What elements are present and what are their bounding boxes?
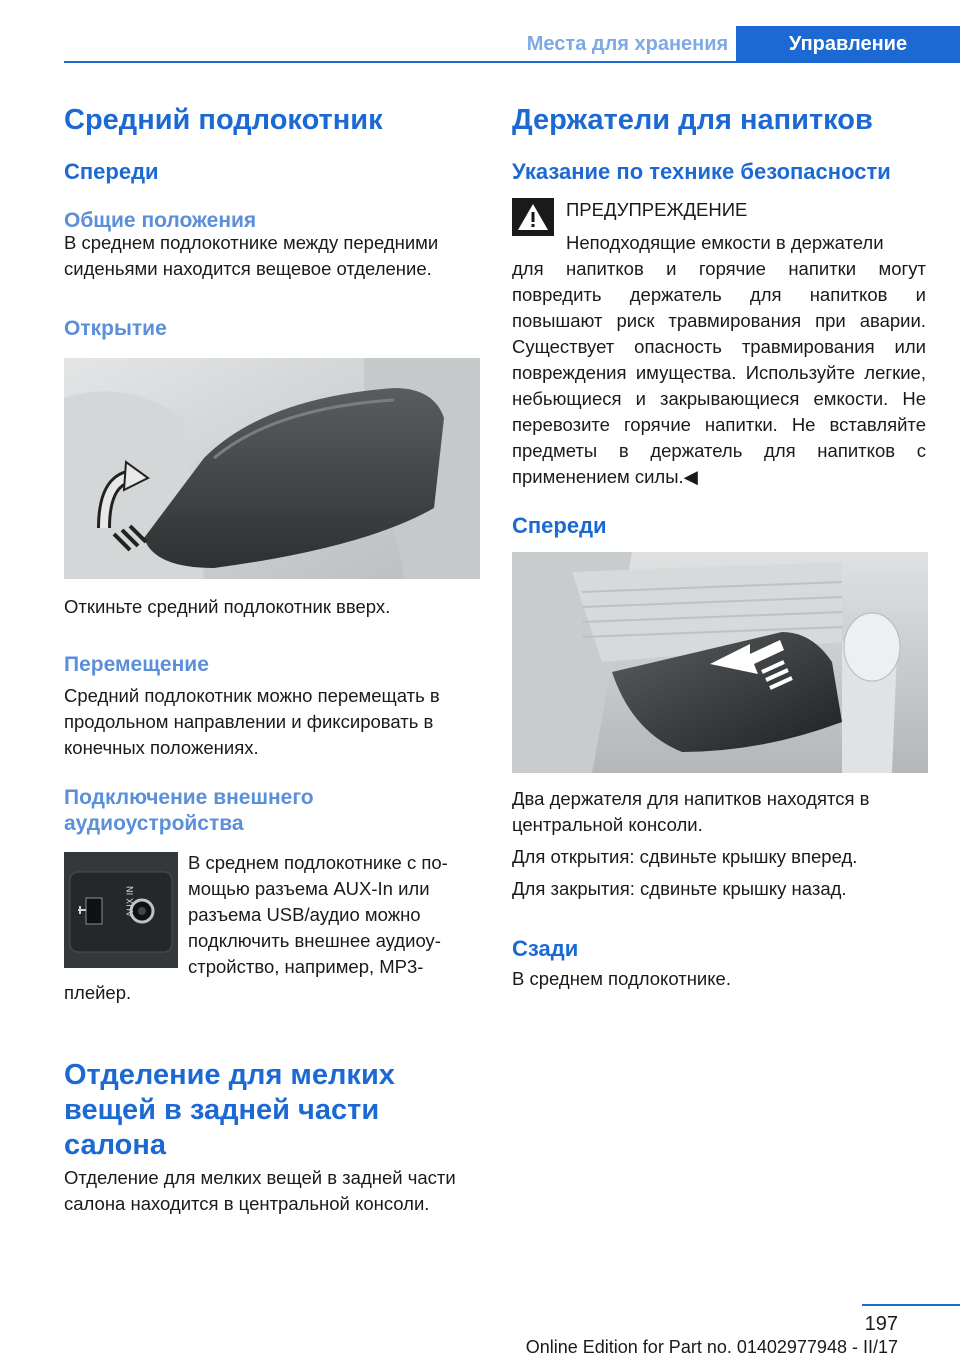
moving-heading: Перемещение [64, 653, 209, 676]
audio-text-2: мощью разъема AUX-In или [188, 878, 430, 899]
rear-compartment-text: Отделение для мелких вещей в задней части салона находится в центральной консоли. [64, 1167, 456, 1214]
general-text: В среднем подлокотнике между передними сиденьями находится вещевое отделение. [64, 232, 439, 279]
audio-text-6: плейер. [64, 982, 132, 1003]
warning-icon [512, 198, 554, 236]
front-subtitle: Спереди [64, 159, 159, 184]
audio-text-5: стройство, например, MP3- [188, 956, 424, 977]
header-chapter-tab[interactable]: Управление [736, 26, 960, 63]
front-cupholder-heading: Спереди [512, 513, 607, 538]
cupholder-illustration [512, 552, 928, 773]
audio-text-4: подключить внешнее аудиоу- [188, 930, 441, 951]
cupholder-image [512, 552, 928, 773]
front-cupholder-text: Два держателя для напитков находятся в центральной консоли. [512, 788, 870, 835]
header-section-tab[interactable]: Места для хранения [526, 33, 729, 55]
warning-text: для напитков и горячие напитки могут повредить держатель для напитков и повышают риск травмирования при аварии. Существует опасность травмирования или повреждения имущества. Используйте легкие, небьющиеся и закрывающиеся емкости. Не перевозите горячие напитки. Не вставляйте предметы в держатель для напитков с применением силы.◀ [512, 258, 926, 487]
aux-label: AUX IN [126, 885, 136, 917]
close-instruction: Для закрытия: сдвиньте крышку назад. [512, 878, 847, 899]
rear-cupholder-heading: Сзади [512, 936, 579, 961]
audio-heading: Подключение внешнего аудиоустройства [64, 786, 314, 835]
page-number: 197 [864, 1313, 898, 1335]
footer-rule [862, 1304, 960, 1306]
aux-usb-illustration [64, 852, 178, 968]
rear-compartment-title: Отделение для мелких вещей в задней части салона [64, 1059, 395, 1161]
open-instruction: Для открытия: сдвиньте крышку вперед. [512, 846, 858, 867]
armrest-title: Средний подлокотник [64, 104, 383, 136]
warning-first-line: Неподходящие емкости в держатели [566, 232, 884, 253]
opening-heading: Открытие [64, 317, 167, 340]
aux-usb-image [64, 852, 178, 968]
safety-heading: Указание по технике безопасности [512, 159, 891, 184]
armrest-image [64, 358, 480, 579]
audio-text-3: разъема USB/аудио можно [188, 904, 421, 925]
warning-triangle-icon [512, 198, 554, 236]
header-rule [64, 61, 960, 63]
audio-text-1: В среднем подлокотнике с по- [188, 852, 448, 873]
opening-caption: Откиньте средний подлокотник вверх. [64, 596, 391, 617]
moving-text: Средний подлокотник можно перемещать в продольном направлении и фиксировать в конечных положениях. [64, 685, 440, 758]
rear-cupholder-text: В среднем подлокотнике. [512, 968, 731, 989]
general-heading: Общие положения [64, 209, 257, 232]
cup-holders-title: Держатели для напитков [512, 104, 873, 136]
warning-label: ПРЕДУПРЕЖДЕНИЕ [566, 199, 748, 220]
edition-line: Online Edition for Part no. 01402977948 - II/17 [525, 1337, 898, 1357]
armrest-illustration [64, 358, 480, 579]
